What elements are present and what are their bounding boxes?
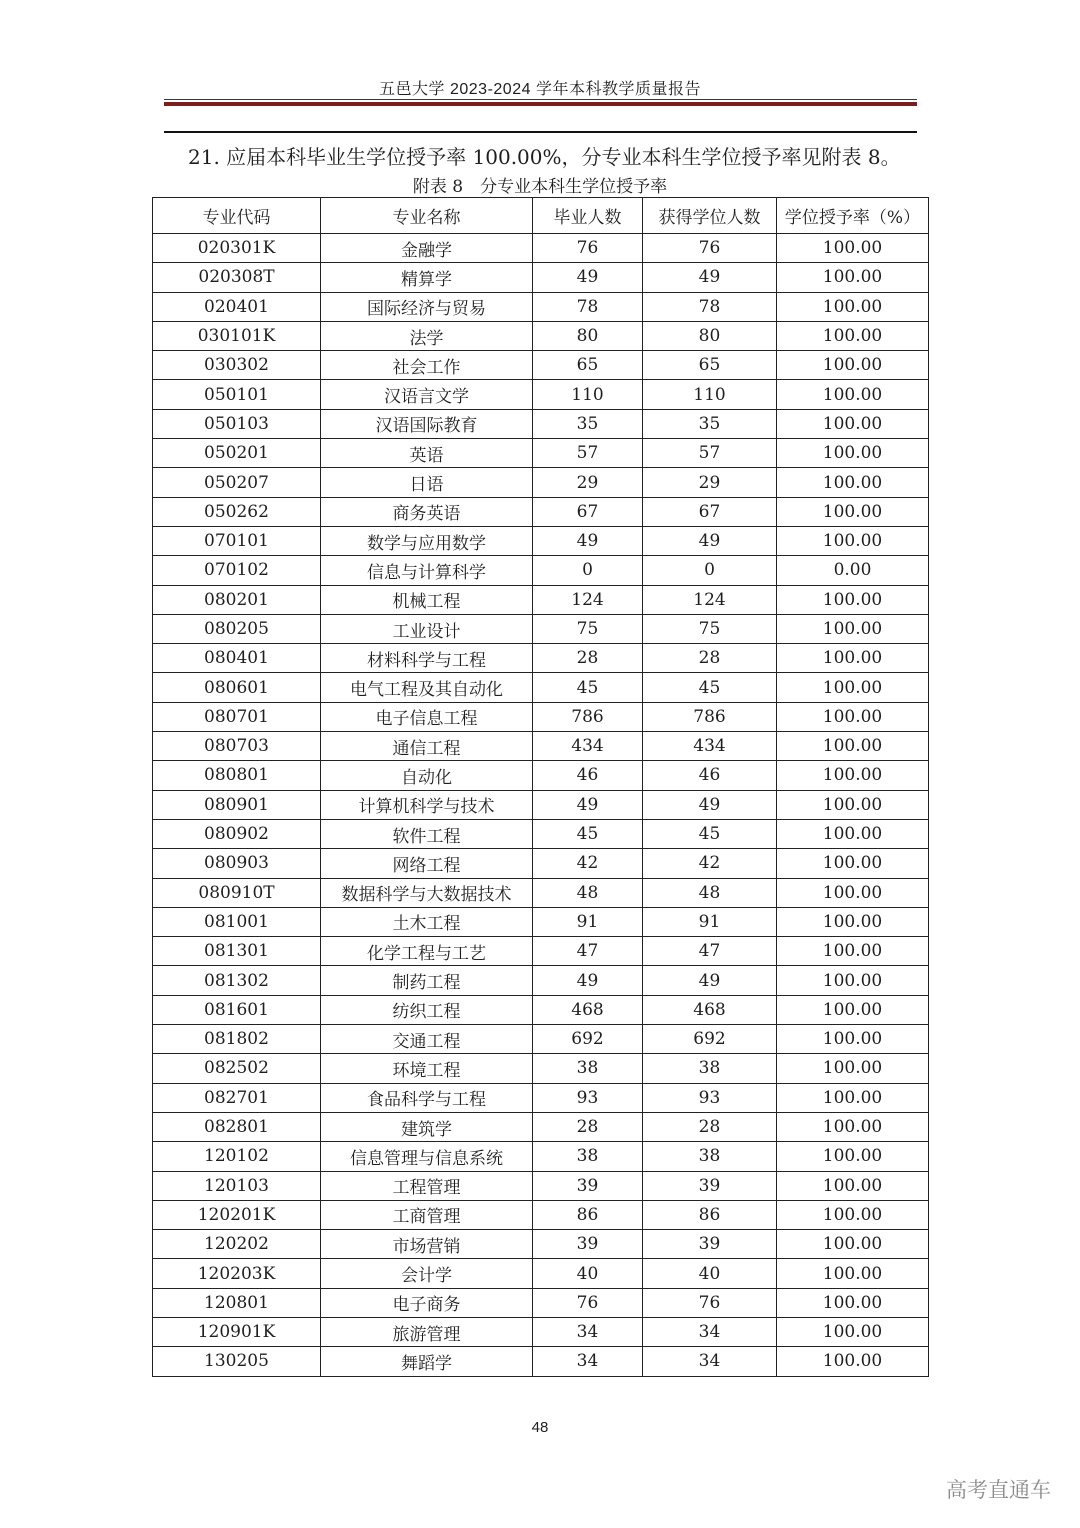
table-row [153,907,929,936]
cell-graduates: 29 [533,468,643,497]
cell-major-name: 电子信息工程 [321,702,533,731]
table-row [153,439,929,468]
cell-degree-holders: 75 [643,614,777,643]
cell-major-code: 080902 [153,819,321,848]
cell-major-code: 080205 [153,614,321,643]
cell-graduates: 38 [533,1054,643,1083]
cell-major-code: 081301 [153,937,321,966]
cell-major-code: 120103 [153,1171,321,1200]
cell-major-name: 化学工程与工艺 [321,937,533,966]
cell-graduates: 110 [533,380,643,409]
cell-degree-holders: 76 [643,234,777,263]
table-row [153,556,929,585]
cell-degree-holders: 42 [643,849,777,878]
cell-major-name: 工商管理 [321,1200,533,1229]
degree-rate-table [152,197,929,1377]
cell-major-name: 信息与计算科学 [321,556,533,585]
cell-major-name: 软件工程 [321,819,533,848]
cell-degree-holders: 692 [643,1025,777,1054]
table-row [153,409,929,438]
table-row [153,321,929,350]
table-row [153,1142,929,1171]
table-row [153,1230,929,1259]
cell-degree-holders: 39 [643,1230,777,1259]
cell-major-code: 120102 [153,1142,321,1171]
cell-major-name: 国际经济与贸易 [321,292,533,321]
cell-degree-holders: 45 [643,673,777,702]
cell-degree-holders: 91 [643,907,777,936]
cell-graduates: 468 [533,995,643,1024]
cell-graduates: 86 [533,1200,643,1229]
cell-graduates: 28 [533,1112,643,1141]
cell-degree-holders: 786 [643,702,777,731]
cell-major-name: 自动化 [321,761,533,790]
cell-degree-holders: 29 [643,468,777,497]
cell-major-code: 050262 [153,497,321,526]
cell-major-name: 金融学 [321,234,533,263]
table-row [153,1259,929,1288]
cell-major-code: 081601 [153,995,321,1024]
table-row [153,937,929,966]
cell-graduates: 93 [533,1083,643,1112]
table-row [153,644,929,673]
cell-degree-rate: 100.00 [777,526,929,555]
cell-graduates: 39 [533,1230,643,1259]
cell-degree-holders: 67 [643,497,777,526]
table-row [153,351,929,380]
cell-graduates: 49 [533,263,643,292]
cell-degree-holders: 76 [643,1288,777,1317]
cell-major-code: 050201 [153,439,321,468]
header-major-code: 专业代码 [153,198,321,234]
cell-degree-rate: 100.00 [777,439,929,468]
cell-degree-rate: 100.00 [777,673,929,702]
cell-major-code: 120203K [153,1259,321,1288]
cell-major-name: 汉语国际教育 [321,409,533,438]
cell-graduates: 434 [533,732,643,761]
cell-major-name: 食品科学与工程 [321,1083,533,1112]
cell-degree-holders: 49 [643,966,777,995]
cell-major-code: 050103 [153,409,321,438]
cell-degree-rate: 100.00 [777,321,929,350]
cell-degree-holders: 124 [643,585,777,614]
table-row [153,526,929,555]
cell-major-name: 会计学 [321,1259,533,1288]
watermark: 高考直通车 [946,1478,1051,1502]
table-row [153,702,929,731]
cell-degree-holders: 78 [643,292,777,321]
cell-degree-rate: 100.00 [777,1083,929,1112]
cell-degree-holders: 49 [643,790,777,819]
cell-major-name: 机械工程 [321,585,533,614]
table-row [153,1200,929,1229]
cell-graduates: 49 [533,790,643,819]
cell-degree-holders: 47 [643,937,777,966]
table-row [153,292,929,321]
cell-major-code: 130205 [153,1347,321,1376]
header-major-name: 专业名称 [321,198,533,234]
table-row [153,1025,929,1054]
cell-degree-rate: 100.00 [777,1054,929,1083]
table-row [153,966,929,995]
header-degree-rate: 学位授予率（%） [777,198,929,234]
cell-degree-holders: 80 [643,321,777,350]
cell-graduates: 38 [533,1142,643,1171]
table-row [153,585,929,614]
cell-major-name: 工业设计 [321,614,533,643]
cell-major-name: 日语 [321,468,533,497]
cell-degree-rate: 100.00 [777,263,929,292]
cell-degree-holders: 40 [643,1259,777,1288]
cell-degree-rate: 100.00 [777,409,929,438]
cell-degree-holders: 45 [643,819,777,848]
cell-degree-rate: 100.00 [777,380,929,409]
cell-graduates: 46 [533,761,643,790]
cell-major-code: 080901 [153,790,321,819]
report-header-title: 五邑大学 2023-2024 学年本科教学质量报告 [379,81,701,98]
cell-degree-rate: 100.00 [777,790,929,819]
table-row [153,234,929,263]
cell-major-code: 080201 [153,585,321,614]
cell-degree-rate: 100.00 [777,907,929,936]
table-row [153,614,929,643]
cell-major-name: 商务英语 [321,497,533,526]
cell-graduates: 39 [533,1171,643,1200]
cell-degree-rate: 100.00 [777,292,929,321]
cell-degree-rate: 100.00 [777,644,929,673]
table-row [153,849,929,878]
cell-degree-rate: 100.00 [777,732,929,761]
cell-major-code: 030302 [153,351,321,380]
header-rule-thin [164,99,917,100]
cell-major-code: 120801 [153,1288,321,1317]
cell-degree-rate: 100.00 [777,468,929,497]
table-row [153,1112,929,1141]
cell-graduates: 80 [533,321,643,350]
cell-major-name: 计算机科学与技术 [321,790,533,819]
cell-graduates: 35 [533,409,643,438]
cell-degree-holders: 46 [643,761,777,790]
cell-major-name: 通信工程 [321,732,533,761]
table-row [153,732,929,761]
cell-degree-rate: 100.00 [777,1259,929,1288]
cell-degree-holders: 38 [643,1142,777,1171]
cell-major-name: 材料科学与工程 [321,644,533,673]
table-caption: 附表 8 分专业本科生学位授予率 [412,177,668,197]
table-row [153,1288,929,1317]
cell-degree-holders: 49 [643,526,777,555]
cell-degree-holders: 57 [643,439,777,468]
cell-major-name: 市场营销 [321,1230,533,1259]
cell-graduates: 49 [533,966,643,995]
cell-major-code: 030101K [153,321,321,350]
cell-major-code: 070102 [153,556,321,585]
cell-major-code: 020308T [153,263,321,292]
cell-degree-holders: 0 [643,556,777,585]
cell-degree-holders: 65 [643,351,777,380]
cell-major-name: 电子商务 [321,1288,533,1317]
table-row [153,995,929,1024]
header-degree-holders: 获得学位人数 [643,198,777,234]
cell-major-code: 080903 [153,849,321,878]
cell-major-name: 汉语言文学 [321,380,533,409]
cell-major-code: 050207 [153,468,321,497]
header-rule-thick [164,102,917,106]
cell-degree-holders: 468 [643,995,777,1024]
cell-degree-holders: 34 [643,1347,777,1376]
cell-major-name: 舞蹈学 [321,1347,533,1376]
cell-degree-holders: 28 [643,1112,777,1141]
cell-major-name: 社会工作 [321,351,533,380]
cell-degree-rate: 100.00 [777,761,929,790]
cell-major-name: 工程管理 [321,1171,533,1200]
cell-major-code: 082502 [153,1054,321,1083]
cell-degree-rate: 100.00 [777,1200,929,1229]
cell-major-name: 法学 [321,321,533,350]
cell-graduates: 28 [533,644,643,673]
cell-degree-rate: 100.00 [777,1317,929,1346]
cell-degree-rate: 100.00 [777,1142,929,1171]
cell-graduates: 45 [533,819,643,848]
cell-graduates: 76 [533,234,643,263]
cell-degree-holders: 34 [643,1317,777,1346]
cell-graduates: 42 [533,849,643,878]
cell-major-code: 081802 [153,1025,321,1054]
cell-degree-holders: 434 [643,732,777,761]
cell-degree-holders: 86 [643,1200,777,1229]
cell-major-code: 080910T [153,878,321,907]
table-row [153,819,929,848]
table-row [153,1347,929,1376]
table-row [153,263,929,292]
cell-degree-holders: 39 [643,1171,777,1200]
cell-major-code: 082801 [153,1112,321,1141]
cell-degree-rate: 100.00 [777,702,929,731]
cell-major-name: 数学与应用数学 [321,526,533,555]
table-row [153,790,929,819]
cell-major-name: 网络工程 [321,849,533,878]
cell-degree-rate: 100.00 [777,966,929,995]
cell-degree-rate: 100.00 [777,995,929,1024]
cell-degree-rate: 100.00 [777,878,929,907]
cell-degree-rate: 100.00 [777,1112,929,1141]
cell-major-name: 交通工程 [321,1025,533,1054]
cell-degree-rate: 100.00 [777,351,929,380]
table-row [153,1317,929,1346]
cell-major-name: 信息管理与信息系统 [321,1142,533,1171]
cell-graduates: 45 [533,673,643,702]
cell-degree-holders: 35 [643,409,777,438]
cell-major-name: 制药工程 [321,966,533,995]
cell-major-name: 建筑学 [321,1112,533,1141]
cell-major-name: 电气工程及其自动化 [321,673,533,702]
cell-graduates: 48 [533,878,643,907]
table-row [153,468,929,497]
cell-graduates: 124 [533,585,643,614]
cell-degree-rate: 100.00 [777,614,929,643]
cell-degree-rate: 0.00 [777,556,929,585]
table-row [153,673,929,702]
cell-major-name: 旅游管理 [321,1317,533,1346]
cell-graduates: 67 [533,497,643,526]
cell-major-code: 080703 [153,732,321,761]
table-row [153,761,929,790]
cell-degree-holders: 49 [643,263,777,292]
table-body [153,234,929,1377]
cell-graduates: 78 [533,292,643,321]
cell-graduates: 91 [533,907,643,936]
cell-degree-holders: 48 [643,878,777,907]
cell-degree-holders: 28 [643,644,777,673]
section-rule [164,131,917,133]
cell-degree-holders: 38 [643,1054,777,1083]
cell-degree-rate: 100.00 [777,234,929,263]
intro-paragraph: 21. 应届本科毕业生学位授予率 100.00%，分专业本科生学位授予率见附表 8。 [188,145,901,169]
cell-degree-rate: 100.00 [777,1347,929,1376]
cell-graduates: 57 [533,439,643,468]
table-header-row [153,198,929,234]
cell-graduates: 76 [533,1288,643,1317]
cell-major-code: 080701 [153,702,321,731]
cell-degree-rate: 100.00 [777,849,929,878]
cell-major-name: 环境工程 [321,1054,533,1083]
cell-graduates: 786 [533,702,643,731]
cell-major-code: 050101 [153,380,321,409]
cell-graduates: 692 [533,1025,643,1054]
cell-major-name: 英语 [321,439,533,468]
cell-graduates: 34 [533,1347,643,1376]
table-row [153,1171,929,1200]
cell-major-code: 080801 [153,761,321,790]
cell-degree-rate: 100.00 [777,1025,929,1054]
cell-degree-rate: 100.00 [777,1230,929,1259]
cell-graduates: 47 [533,937,643,966]
cell-major-code: 120201K [153,1200,321,1229]
cell-major-code: 020401 [153,292,321,321]
cell-degree-holders: 110 [643,380,777,409]
cell-major-code: 080401 [153,644,321,673]
cell-graduates: 75 [533,614,643,643]
cell-major-name: 土木工程 [321,907,533,936]
table-row [153,497,929,526]
cell-graduates: 65 [533,351,643,380]
table-row [153,1083,929,1112]
header-graduates: 毕业人数 [533,198,643,234]
table-row [153,380,929,409]
cell-degree-rate: 100.00 [777,1171,929,1200]
cell-major-code: 120202 [153,1230,321,1259]
cell-degree-rate: 100.00 [777,937,929,966]
cell-degree-rate: 100.00 [777,497,929,526]
cell-major-code: 080601 [153,673,321,702]
cell-major-code: 081302 [153,966,321,995]
cell-major-name: 数据科学与大数据技术 [321,878,533,907]
cell-graduates: 34 [533,1317,643,1346]
cell-degree-rate: 100.00 [777,819,929,848]
cell-graduates: 0 [533,556,643,585]
cell-graduates: 40 [533,1259,643,1288]
page-number: 48 [531,1419,549,1436]
cell-degree-holders: 93 [643,1083,777,1112]
table-row [153,1054,929,1083]
cell-major-code: 070101 [153,526,321,555]
cell-major-code: 081001 [153,907,321,936]
cell-major-code: 082701 [153,1083,321,1112]
cell-major-code: 120901K [153,1317,321,1346]
cell-major-code: 020301K [153,234,321,263]
cell-degree-rate: 100.00 [777,585,929,614]
cell-graduates: 49 [533,526,643,555]
cell-major-name: 纺织工程 [321,995,533,1024]
cell-major-name: 精算学 [321,263,533,292]
cell-degree-rate: 100.00 [777,1288,929,1317]
table-row [153,878,929,907]
